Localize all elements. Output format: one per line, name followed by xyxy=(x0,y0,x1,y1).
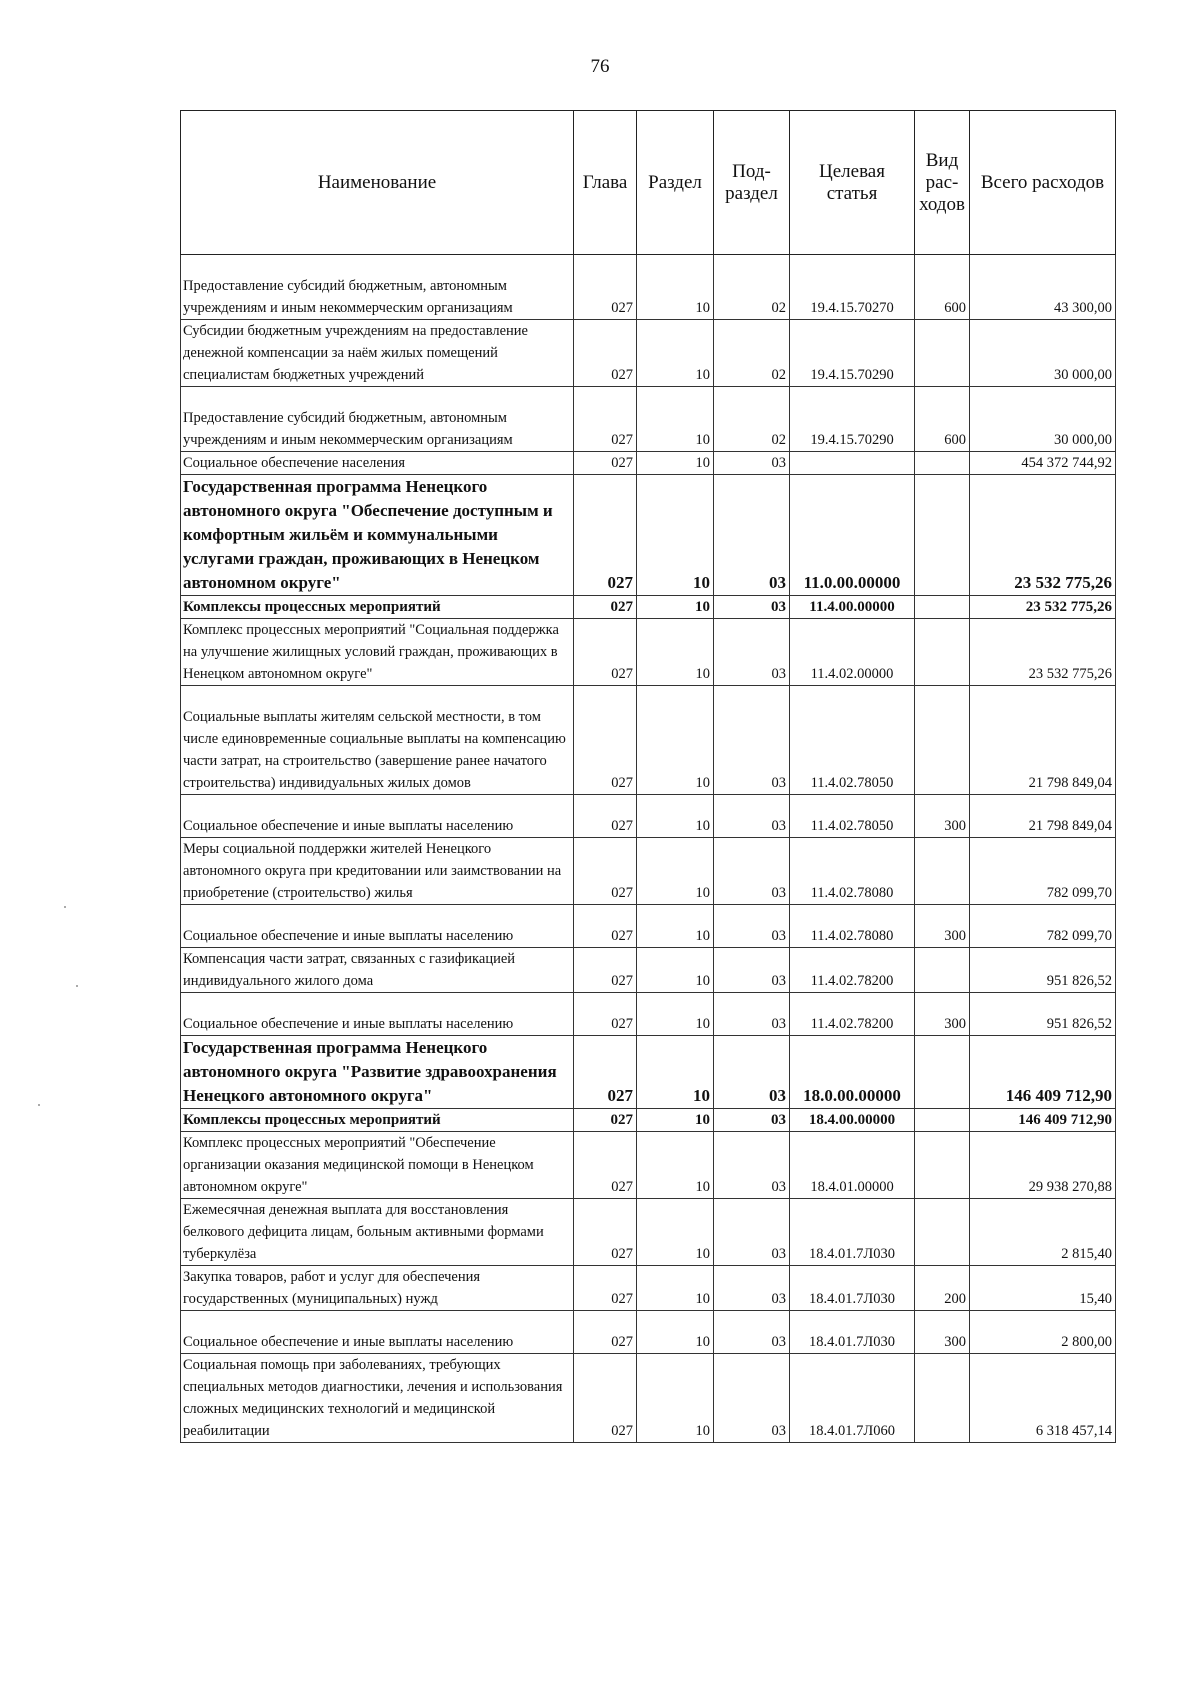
budget-table xyxy=(180,110,1116,1443)
cell-podrazdel: 03 xyxy=(714,1199,790,1266)
header-celevaya: Целевая статья xyxy=(790,111,915,255)
cell-name: Государственная программа Ненецкого автономного округа "Обеспечение доступным и комфортным жильём и коммунальными услугами граждан, проживающих в Ненецком автономном округе" xyxy=(181,475,574,596)
cell-podrazdel: 03 xyxy=(714,948,790,993)
table-row xyxy=(181,1266,1116,1311)
table-row xyxy=(181,1109,1116,1132)
page-number: 76 xyxy=(590,56,610,77)
cell-podrazdel: 03 xyxy=(714,993,790,1036)
cell-name: Субсидии бюджетным учреждениям на предоставление денежной компенсации за наём жилых помещений специалистам бюджетных учреждений xyxy=(181,320,574,387)
cell-razdel: 10 xyxy=(637,905,714,948)
cell-total: 951 826,52 xyxy=(970,993,1116,1036)
table-row xyxy=(181,387,1116,452)
cell-podrazdel: 03 xyxy=(714,619,790,686)
cell-vid xyxy=(915,619,970,686)
cell-celevaya: 11.4.02.78050 xyxy=(790,795,915,838)
cell-glava: 027 xyxy=(574,1199,637,1266)
cell-name: Компенсация части затрат, связанных с газификацией индивидуального жилого дома xyxy=(181,948,574,993)
cell-celevaya: 11.4.02.78080 xyxy=(790,905,915,948)
cell-glava: 027 xyxy=(574,1266,637,1311)
cell-name: Социальные выплаты жителям сельской местности, в том числе единовременные социальные выплаты на компенсацию части затрат, на строительство (завершение ранее начатого строительства) индивидуальных жилых домов xyxy=(181,686,574,795)
header-razdel: Раздел xyxy=(637,111,714,255)
cell-razdel: 10 xyxy=(637,1109,714,1132)
scan-speck xyxy=(38,1104,40,1106)
cell-name: Социальное обеспечение и иные выплаты населению xyxy=(181,993,574,1036)
cell-podrazdel: 03 xyxy=(714,452,790,475)
cell-vid: 300 xyxy=(915,795,970,838)
cell-razdel: 10 xyxy=(637,948,714,993)
scan-speck xyxy=(76,985,78,987)
cell-razdel: 10 xyxy=(637,387,714,452)
cell-glava: 027 xyxy=(574,838,637,905)
cell-podrazdel: 03 xyxy=(714,905,790,948)
cell-glava: 027 xyxy=(574,795,637,838)
cell-glava: 027 xyxy=(574,1109,637,1132)
cell-vid xyxy=(915,838,970,905)
table-row xyxy=(181,320,1116,387)
cell-name: Государственная программа Ненецкого автономного округа "Развитие здравоохранения Ненецкого автономного округа" xyxy=(181,1036,574,1109)
table-row xyxy=(181,1199,1116,1266)
cell-razdel: 10 xyxy=(637,1132,714,1199)
cell-razdel: 10 xyxy=(637,1311,714,1354)
cell-vid: 300 xyxy=(915,1311,970,1354)
cell-glava: 027 xyxy=(574,948,637,993)
cell-glava: 027 xyxy=(574,387,637,452)
table-row xyxy=(181,905,1116,948)
cell-celevaya: 19.4.15.70270 xyxy=(790,255,915,320)
cell-razdel: 10 xyxy=(637,320,714,387)
cell-celevaya xyxy=(790,452,915,475)
cell-glava: 027 xyxy=(574,255,637,320)
cell-total: 951 826,52 xyxy=(970,948,1116,993)
table-row xyxy=(181,795,1116,838)
cell-podrazdel: 02 xyxy=(714,387,790,452)
cell-podrazdel: 03 xyxy=(714,1132,790,1199)
cell-vid: 600 xyxy=(915,255,970,320)
cell-glava: 027 xyxy=(574,320,637,387)
table-header-row xyxy=(181,111,1116,255)
header-vid: Вид рас- ходов xyxy=(915,111,970,255)
cell-total: 146 409 712,90 xyxy=(970,1036,1116,1109)
cell-podrazdel: 03 xyxy=(714,1036,790,1109)
cell-razdel: 10 xyxy=(637,255,714,320)
cell-name: Социальное обеспечение и иные выплаты населению xyxy=(181,1311,574,1354)
cell-glava: 027 xyxy=(574,905,637,948)
cell-total: 23 532 775,26 xyxy=(970,475,1116,596)
cell-razdel: 10 xyxy=(637,596,714,619)
cell-vid xyxy=(915,475,970,596)
cell-total: 2 815,40 xyxy=(970,1199,1116,1266)
cell-podrazdel: 02 xyxy=(714,255,790,320)
cell-vid xyxy=(915,1132,970,1199)
cell-glava: 027 xyxy=(574,596,637,619)
cell-celevaya: 18.0.00.00000 xyxy=(790,1036,915,1109)
table-row xyxy=(181,1132,1116,1199)
cell-vid xyxy=(915,452,970,475)
cell-vid xyxy=(915,320,970,387)
cell-name: Комплекс процессных мероприятий "Обеспечение организации оказания медицинской помощи в Ненецком автономном округе" xyxy=(181,1132,574,1199)
cell-glava: 027 xyxy=(574,1036,637,1109)
cell-vid xyxy=(915,1354,970,1443)
cell-celevaya: 11.0.00.00000 xyxy=(790,475,915,596)
cell-celevaya: 18.4.01.7Л030 xyxy=(790,1311,915,1354)
header-total: Всего расходов xyxy=(970,111,1116,255)
cell-total: 782 099,70 xyxy=(970,838,1116,905)
cell-podrazdel: 03 xyxy=(714,1354,790,1443)
cell-glava: 027 xyxy=(574,1311,637,1354)
cell-glava: 027 xyxy=(574,1132,637,1199)
cell-name: Социальное обеспечение населения xyxy=(181,452,574,475)
cell-total: 29 938 270,88 xyxy=(970,1132,1116,1199)
cell-glava: 027 xyxy=(574,619,637,686)
cell-celevaya: 18.4.00.00000 xyxy=(790,1109,915,1132)
header-podrazdel: Под- раздел xyxy=(714,111,790,255)
cell-total: 30 000,00 xyxy=(970,320,1116,387)
cell-razdel: 10 xyxy=(637,1036,714,1109)
cell-total: 15,40 xyxy=(970,1266,1116,1311)
cell-razdel: 10 xyxy=(637,1266,714,1311)
cell-name: Социальное обеспечение и иные выплаты населению xyxy=(181,795,574,838)
cell-vid xyxy=(915,948,970,993)
cell-name: Комплекс процессных мероприятий "Социальная поддержка на улучшение жилищных условий граждан, проживающих в Ненецком автономном округе" xyxy=(181,619,574,686)
table-row xyxy=(181,1311,1116,1354)
cell-total: 2 800,00 xyxy=(970,1311,1116,1354)
cell-celevaya: 18.4.01.7Л030 xyxy=(790,1266,915,1311)
cell-razdel: 10 xyxy=(637,795,714,838)
cell-celevaya: 11.4.02.78200 xyxy=(790,948,915,993)
table-row xyxy=(181,1036,1116,1109)
cell-podrazdel: 03 xyxy=(714,475,790,596)
cell-celevaya: 18.4.01.00000 xyxy=(790,1132,915,1199)
cell-total: 6 318 457,14 xyxy=(970,1354,1116,1443)
header-name: Наименование xyxy=(181,111,574,255)
cell-vid: 200 xyxy=(915,1266,970,1311)
cell-total: 21 798 849,04 xyxy=(970,686,1116,795)
table-row xyxy=(181,452,1116,475)
table-row xyxy=(181,686,1116,795)
cell-razdel: 10 xyxy=(637,1199,714,1266)
cell-razdel: 10 xyxy=(637,1354,714,1443)
cell-total: 23 532 775,26 xyxy=(970,619,1116,686)
cell-total: 782 099,70 xyxy=(970,905,1116,948)
cell-razdel: 10 xyxy=(637,475,714,596)
cell-glava: 027 xyxy=(574,993,637,1036)
cell-vid xyxy=(915,1109,970,1132)
cell-podrazdel: 03 xyxy=(714,1311,790,1354)
cell-glava: 027 xyxy=(574,475,637,596)
header-glava: Глава xyxy=(574,111,637,255)
cell-celevaya: 18.4.01.7Л030 xyxy=(790,1199,915,1266)
cell-vid xyxy=(915,596,970,619)
table-row xyxy=(181,993,1116,1036)
cell-total: 30 000,00 xyxy=(970,387,1116,452)
cell-razdel: 10 xyxy=(637,993,714,1036)
cell-name: Меры социальной поддержки жителей Ненецкого автономного округа при кредитовании или заимствовании на приобретение (строительство) жилья xyxy=(181,838,574,905)
cell-name: Социальная помощь при заболеваниях, требующих специальных методов диагностики, лечения и использования сложных медицинских технологий и медицинской реабилитации xyxy=(181,1354,574,1443)
cell-podrazdel: 03 xyxy=(714,596,790,619)
cell-celevaya: 11.4.02.78200 xyxy=(790,993,915,1036)
cell-vid xyxy=(915,1199,970,1266)
cell-vid: 300 xyxy=(915,993,970,1036)
cell-vid xyxy=(915,686,970,795)
table-row xyxy=(181,838,1116,905)
scan-speck xyxy=(64,906,66,908)
table-row xyxy=(181,619,1116,686)
cell-podrazdel: 03 xyxy=(714,838,790,905)
cell-celevaya: 18.4.01.7Л060 xyxy=(790,1354,915,1443)
cell-name: Закупка товаров, работ и услуг для обеспечения государственных (муниципальных) нужд xyxy=(181,1266,574,1311)
cell-razdel: 10 xyxy=(637,619,714,686)
table-row xyxy=(181,1354,1116,1443)
cell-name: Предоставление субсидий бюджетным, автономным учреждениям и иным некоммерческим организациям xyxy=(181,255,574,320)
cell-glava: 027 xyxy=(574,686,637,795)
cell-podrazdel: 03 xyxy=(714,1109,790,1132)
cell-name: Комплексы процессных мероприятий xyxy=(181,596,574,619)
cell-vid: 300 xyxy=(915,905,970,948)
cell-glava: 027 xyxy=(574,452,637,475)
cell-celevaya: 19.4.15.70290 xyxy=(790,387,915,452)
cell-name: Комплексы процессных мероприятий xyxy=(181,1109,574,1132)
table-row xyxy=(181,255,1116,320)
cell-vid: 600 xyxy=(915,387,970,452)
cell-razdel: 10 xyxy=(637,452,714,475)
cell-vid xyxy=(915,1036,970,1109)
table-row xyxy=(181,596,1116,619)
cell-total: 23 532 775,26 xyxy=(970,596,1116,619)
cell-celevaya: 11.4.02.00000 xyxy=(790,619,915,686)
cell-name: Ежемесячная денежная выплата для восстановления белкового дефицита лицам, больным активными формами туберкулёза xyxy=(181,1199,574,1266)
cell-razdel: 10 xyxy=(637,686,714,795)
table-row xyxy=(181,475,1116,596)
cell-celevaya: 11.4.02.78050 xyxy=(790,686,915,795)
table-row xyxy=(181,948,1116,993)
cell-name: Предоставление субсидий бюджетным, автономным учреждениям и иным некоммерческим организациям xyxy=(181,387,574,452)
cell-podrazdel: 02 xyxy=(714,320,790,387)
cell-razdel: 10 xyxy=(637,838,714,905)
cell-celevaya: 19.4.15.70290 xyxy=(790,320,915,387)
cell-total: 21 798 849,04 xyxy=(970,795,1116,838)
table-body xyxy=(181,255,1116,1443)
cell-podrazdel: 03 xyxy=(714,795,790,838)
cell-celevaya: 11.4.02.78080 xyxy=(790,838,915,905)
cell-podrazdel: 03 xyxy=(714,686,790,795)
cell-celevaya: 11.4.00.00000 xyxy=(790,596,915,619)
cell-total: 43 300,00 xyxy=(970,255,1116,320)
cell-total: 454 372 744,92 xyxy=(970,452,1116,475)
cell-podrazdel: 03 xyxy=(714,1266,790,1311)
cell-name: Социальное обеспечение и иные выплаты населению xyxy=(181,905,574,948)
cell-glava: 027 xyxy=(574,1354,637,1443)
cell-total: 146 409 712,90 xyxy=(970,1109,1116,1132)
